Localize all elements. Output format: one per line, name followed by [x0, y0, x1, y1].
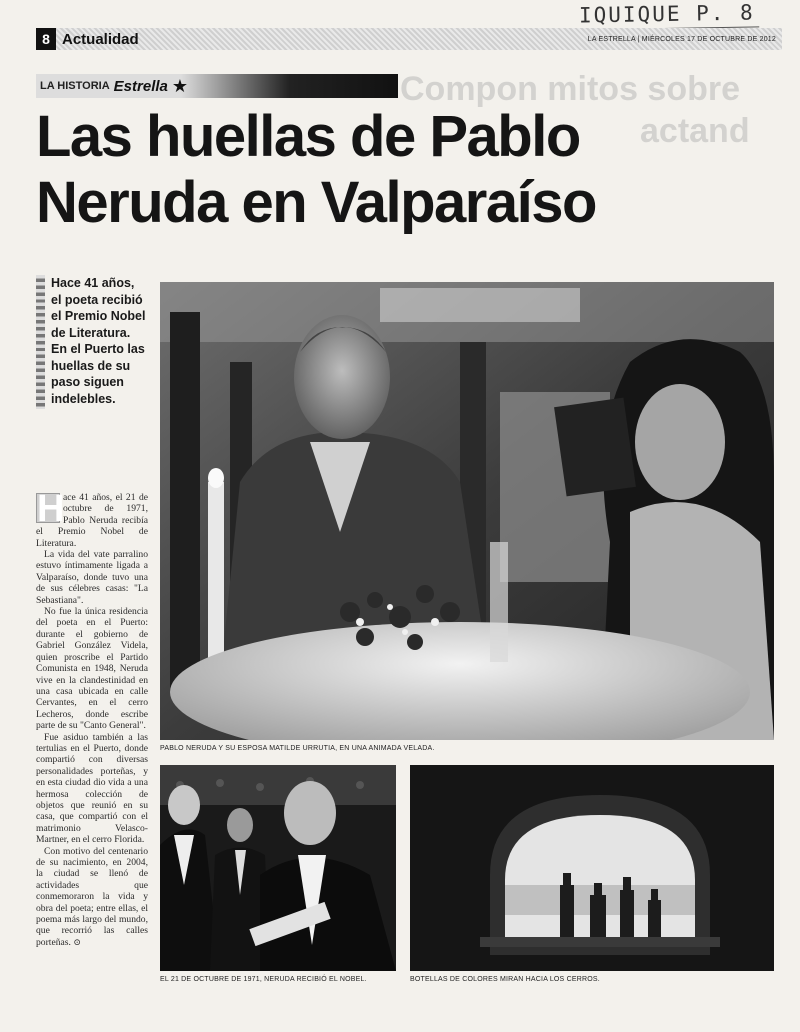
dateline: LA ESTRELLA | MIÉRCOLES 17 DE OCTUBRE DE 2012: [587, 35, 776, 43]
bleed-through-text-2: actand: [640, 112, 750, 150]
headline: [36, 104, 756, 236]
nobel-ceremony-photo: [160, 765, 396, 971]
headline-line-2: Neruda en Valparaíso: [36, 170, 596, 235]
kicker-prefix: LA HISTORIA: [40, 80, 110, 92]
headline-line-1: Las huellas de Pablo: [36, 104, 580, 169]
nobel-photo-caption: EL 21 DE OCTUBRE DE 1971, NERUDA RECIBIÓ EL NOBEL.: [160, 976, 367, 983]
end-mark-icon: ⊙: [73, 936, 81, 947]
handwritten-archive-note: IQUIQUE P. 8: [575, 0, 759, 30]
body-paragraph-1: H ace 41 años, el 21 de octubre de 1971, Pablo Neruda recibía el Premio Nobel de Literatura.: [36, 488, 148, 549]
bleed-through-text: Compon mitos sobre: [400, 70, 741, 108]
kicker-brand: Estrella: [113, 77, 168, 95]
page-number: 8: [36, 28, 56, 50]
article-body: [36, 488, 148, 948]
body-paragraph-4: Fue asiduo también a las tertulias en el Puerto, donde compartió con diversas personalidades porteñas, y en esta ciudad dio vida a una hermosa colección de objetos que reunió en su casa, que compartió con el matrimonio Velasco-Martner, en el cerro Florida.: [36, 731, 148, 846]
lead-paragraph: Hace 41 años, el poeta recibió el Premio Nobel de Literatura. En el Puerto las huellas de su paso siguen indelebles.: [51, 276, 146, 406]
bottles-photo-caption: BOTELLAS DE COLORES MIRAN HACIA LOS CERROS.: [410, 976, 600, 983]
page-header-bar: [36, 28, 782, 50]
star-icon: ★: [171, 75, 189, 96]
body-paragraph-3: No fue la única residencia del poeta en el Puerto: durante el gobierno de Gabriel González Videla, quien proscribe el Partido Comunista en 1948, Neruda vive en la clandestinidad en una casa ubicada en calle Cervantes, en el cerro Lecheros, donde escribe parte de su "Canto General".: [36, 606, 148, 732]
section-name: Actualidad: [62, 30, 139, 48]
drop-cap: H: [37, 488, 65, 530]
body-paragraph-5: Con motivo del centenario de su nacimiento, en 2004, la ciudad se llenó de actividades que conmemoraron la vida y obra del poeta; entre ellas, el poema más largo del mundo, que recorrió las calles porteñas. ⊙: [36, 845, 148, 948]
kicker-bar: [36, 74, 398, 98]
body-paragraph-2: La vida del vate parralino estuvo íntimamente ligada a Valparaíso, donde tuvo una de sus célebres casas: "La Sebastiana".: [36, 549, 148, 606]
main-photo-caption: PABLO NERUDA Y SU ESPOSA MATILDE URRUTIA, EN UNA ANIMADA VELADA.: [160, 745, 435, 752]
bottles-window-photo: [410, 765, 774, 971]
main-photo-neruda-matilde: [160, 282, 774, 740]
